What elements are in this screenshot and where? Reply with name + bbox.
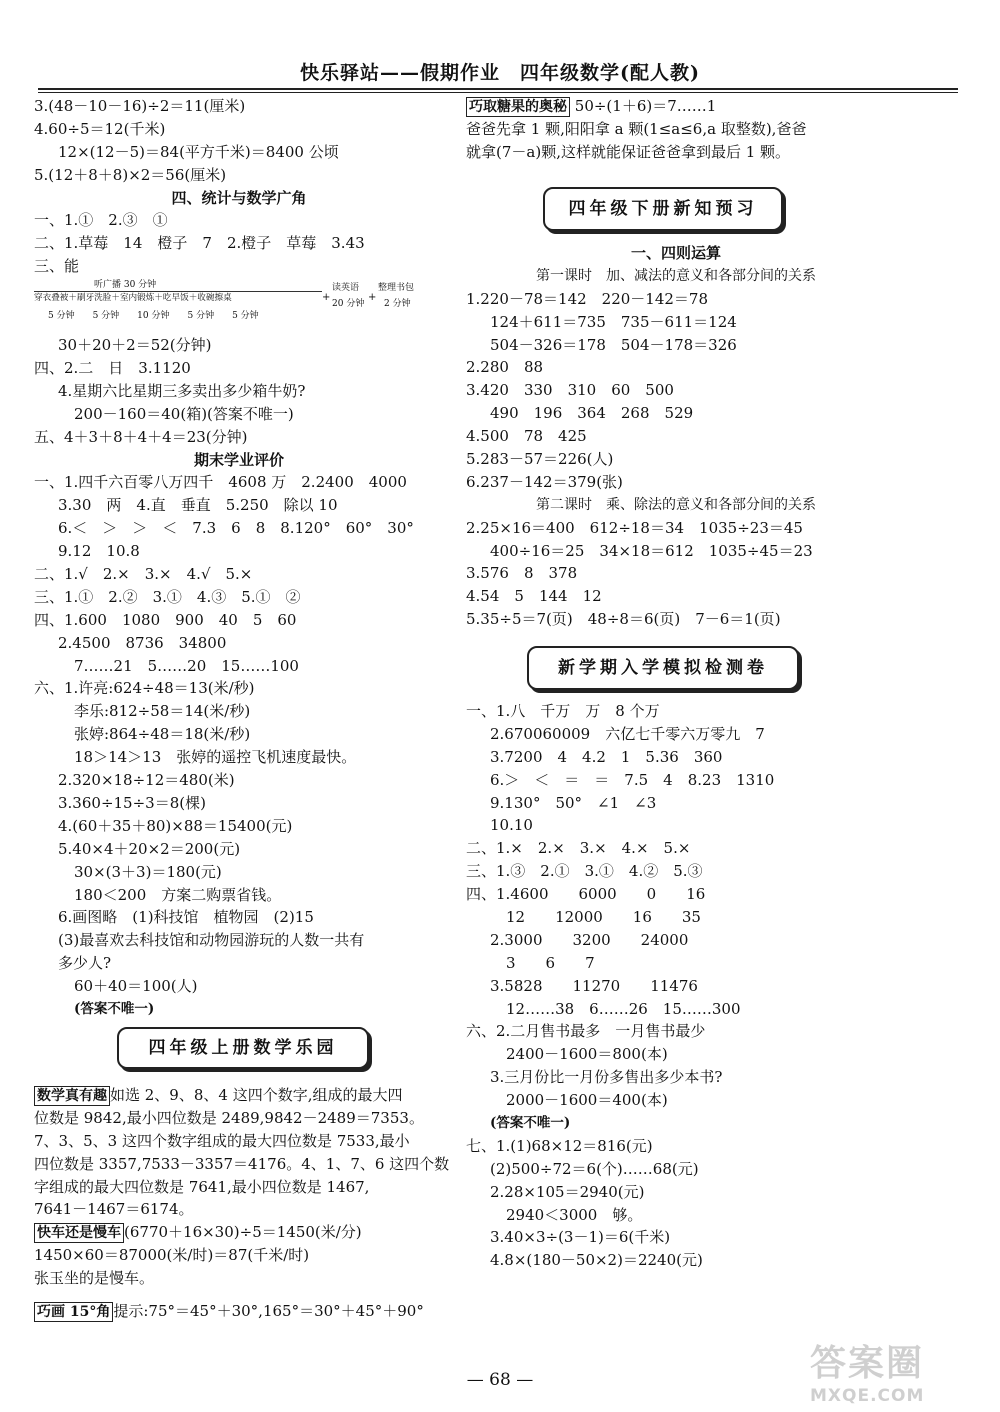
answer-line: 六、2.二月售书最多 一月售书最少: [466, 1022, 706, 1041]
answer-line: 2.28×105＝2940(元): [490, 1182, 645, 1201]
plus-sign: +: [322, 292, 331, 304]
schedule-diagram: [34, 278, 444, 334]
puzzle-tag: 巧画 15°角: [34, 1302, 113, 1322]
answer-line: 3.420 330 310 60 500: [466, 381, 674, 400]
answer-line: 2.25×16＝400 612÷18＝34 1035÷23＝45: [466, 518, 803, 537]
answer-line: 2000－1600＝400(本): [506, 1091, 668, 1110]
answer-line: 2.3000 3200 24000: [490, 930, 689, 949]
answer-line: 四、1.600 1080 900 40 5 60: [34, 610, 297, 629]
answer-line: 2.280 88: [466, 358, 544, 377]
answer-line: 50÷(1＋6)＝7……1: [574, 97, 717, 115]
header-rule: [38, 88, 958, 93]
answer-line: 三、1.① 2.② 3.① 4.③ 5.① ②: [34, 587, 301, 606]
answer-line: 3.30 两 4.直 垂直 5.250 除以 10: [58, 496, 338, 515]
answer-line: 5.283－57＝226(人): [466, 450, 614, 469]
answer-line: 124＋611＝735 735－611＝124: [490, 312, 737, 331]
answer-line: 5.40×4＋20×2＝200(元): [58, 839, 241, 858]
answer-line: 3.三月份比一月份多售出多少本书?: [490, 1068, 723, 1087]
answer-line: 三、能: [34, 257, 80, 276]
answer-line: 12 12000 16 35: [506, 908, 701, 927]
answer-line: 3 6 7: [506, 953, 595, 972]
puzzle-text: 如选 2、9、8、4 这四个数字,组成的最大四: [110, 1086, 403, 1104]
answer-line: 30＋20＋2＝52(分钟): [58, 336, 212, 355]
answer-line: 4.54 5 144 12: [466, 587, 602, 606]
section-banner: 新学期入学模拟检测卷: [527, 646, 799, 690]
answer-line: 二、1.草莓 14 橙子 7 2.橙子 草莓 3.43: [34, 234, 365, 253]
answer-note: (答案不唯一): [490, 1115, 571, 1132]
answer-line: (2)500÷72＝6(个)……68(元): [490, 1159, 699, 1178]
puzzle-text: 张玉坐的是慢车。: [34, 1269, 155, 1288]
answer-line: 爸爸先拿 1 颗,阳阳拿 a 颗(1≤a≤6,a 取整数),爸爸: [466, 119, 807, 138]
puzzle-text: 7641－1467＝6174。: [34, 1200, 194, 1219]
answer-line: 400÷16＝25 34×18＝612 1035÷45＝23: [490, 541, 813, 560]
puzzle-tag: 数学真有趣: [34, 1086, 110, 1106]
answer-line: 504－326＝178 504－178＝326: [490, 335, 737, 354]
puzzle-text: 7、3、5、3 这四个数字组成的最大四位数是 7533,最小: [34, 1131, 410, 1150]
answer-line: 5.(12＋8＋8)×2＝56(厘米): [34, 165, 227, 184]
answer-line: 三、1.③ 2.① 3.① 4.② 5.③: [466, 862, 703, 881]
answer-line: 四、1.4600 6000 0 16: [466, 885, 706, 904]
answer-line: 3.7200 4 4.2 1 5.36 360: [490, 747, 723, 766]
answer-line: 李乐:812÷58＝14(米/秒): [74, 702, 251, 721]
watermark-logo: [810, 1335, 980, 1405]
answer-line: 二、1.√ 2.× 3.× 4.√ 5.×: [34, 565, 253, 584]
answer-line: 3.5828 11270 11476: [490, 976, 698, 995]
watermark-text: 答案圈: [810, 1343, 925, 1384]
answer-line: 张婷:864÷48＝18(米/秒): [74, 725, 251, 744]
puzzle-text: (6770＋16×30)÷5＝1450(米/分): [124, 1223, 362, 1242]
answer-line: 3.40×3÷(3－1)＝6(千米): [490, 1228, 671, 1247]
answer-line: 30×(3＋3)＝180(元): [74, 862, 222, 881]
answer-line: 4.500 78 425: [466, 427, 587, 446]
answer-line: 2.670060009 六亿七千零六万零九 7: [490, 724, 765, 743]
plus-sign: +: [368, 292, 377, 304]
puzzle-text: 位数是 9842,最小四位数是 2489,9842－2489＝7353。: [34, 1108, 424, 1127]
answer-line: 2.320×18÷12＝480(米): [58, 771, 235, 790]
schedule-label: 5 分钟 5 分钟 10 分钟 5 分钟 5 分钟: [48, 311, 259, 322]
section-heading: 期末学业评价: [193, 450, 284, 469]
answer-line: 2940＜3000 够。: [506, 1205, 643, 1224]
answer-line: 9.130° 50° ∠1 ∠3: [490, 793, 657, 812]
puzzle-tag: 巧取糖果的奥秘: [466, 97, 570, 117]
answer-line: 2.4500 8736 34800: [58, 633, 227, 652]
answer-line: 4.星期六比星期三多卖出多少箱牛奶?: [58, 381, 306, 400]
section-heading: 一、四则运算: [630, 244, 721, 262]
puzzle-tag: 快车还是慢车: [34, 1223, 124, 1243]
puzzle-section: [34, 1084, 454, 1323]
answer-line: 3.576 8 378: [466, 564, 578, 583]
answer-line: 12×(12－5)＝84(平方千米)＝8400 公顷: [58, 142, 339, 161]
right-column: [466, 95, 876, 164]
schedule-label: 整理书包: [378, 283, 415, 294]
answer-line: 6.＞ ＜ ＝ ＝ 7.5 4 8.23 1310: [490, 770, 775, 789]
left-column: [34, 95, 444, 1021]
answer-line: 2400－1600＝800(本): [506, 1045, 668, 1064]
lesson-heading: 第一课时 加、减法的意义和各部分间的关系: [536, 267, 816, 284]
answer-line: 4.8×(180－50×2)＝2240(元): [490, 1251, 703, 1270]
answer-line: 二、1.× 2.× 3.× 4.× 5.×: [466, 839, 691, 858]
answer-line: 一、1.八 千万 万 8 个万: [466, 702, 660, 720]
answer-line: 3.360÷15÷3＝8(棵): [58, 793, 206, 812]
answer-line: 6.237－142＝379(张): [466, 472, 623, 491]
page-header-title: 快乐驿站——假期作业 四年级数学(配人教): [300, 62, 700, 84]
answer-line: 490 196 364 268 529: [490, 404, 694, 423]
answer-line: 四、2.二 日 3.1120: [34, 359, 191, 378]
puzzle-text: 字组成的最大四位数是 7641,最小四位数是 1467,: [34, 1177, 370, 1196]
schedule-label: 2 分钟: [384, 299, 411, 310]
answer-line: 4.60÷5＝12(千米): [34, 119, 166, 138]
answer-line: 一、1.① 2.③ ①: [34, 211, 168, 230]
section-heading: 四、统计与数学广角: [171, 188, 307, 207]
answer-line: 18＞14＞13 张婷的遥控飞机速度最快。: [74, 748, 357, 767]
answer-line: 多少人?: [58, 954, 112, 973]
answer-line: 一、1.四千六百零八万四千 4608 万 2.2400 4000: [34, 473, 407, 492]
answer-line: 6.＜ ＞ ＞ ＜ 7.3 6 8 8.120° 60° 30°: [58, 519, 414, 538]
answer-line: 七、1.(1)68×12＝816(元): [466, 1136, 653, 1155]
answer-line: 五、4＋3＋8＋4＋4＝23(分钟): [34, 427, 248, 446]
watermark-text: MXQE.COM: [810, 1386, 925, 1406]
puzzle-text: 提示:75°＝45°＋30°,165°＝30°＋45°＋90°: [113, 1302, 424, 1321]
page-number: — 68 —: [466, 1370, 534, 1390]
answer-line: 180＜200 方案二购票省钱。: [74, 885, 282, 904]
answer-line: 3.(48－10－16)÷2＝11(厘米): [34, 97, 246, 115]
answer-line: 60＋40＝100(人): [74, 977, 198, 996]
answer-line: 六、1.许亮:624÷48＝13(米/秒): [34, 679, 255, 698]
answer-line: 1.220－78＝142 220－142＝78: [466, 289, 709, 308]
answer-line: (3)最喜欢去科技馆和动物园游玩的人数一共有: [58, 931, 365, 950]
answer-line: 6.画图略 (1)科技馆 植物园 (2)15: [58, 908, 314, 927]
section-banner: 四年级上册数学乐园: [117, 1027, 369, 1069]
answer-line: 200－160＝40(箱)(答案不唯一): [74, 404, 294, 423]
answer-line: 9.12 10.8: [58, 542, 140, 561]
schedule-label: 听广播 30 分钟: [94, 280, 157, 291]
answer-line: 4.(60＋35＋80)×88＝15400(元): [58, 816, 293, 835]
section-banner: 四年级下册新知预习: [543, 187, 783, 231]
answer-line: 就拿(7－a)颗,这样就能保证爸爸拿到最后 1 颗。: [466, 142, 791, 161]
answer-note: (答案不唯一): [74, 1000, 155, 1017]
lesson-heading: 第二课时 乘、除法的意义和各部分间的关系: [536, 496, 816, 513]
puzzle-text: 1450×60＝87000(米/时)＝87(千米/时): [34, 1246, 310, 1265]
answer-line: 7……21 5……20 15……100: [74, 656, 299, 675]
schedule-label: 穿衣叠被＋刷牙洗脸＋室内锻炼＋吃早饭＋收碗擦桌: [34, 293, 232, 304]
schedule-label: 读英语: [332, 283, 360, 294]
answer-line: 5.35÷5＝7(页) 48÷8＝6(页) 7－6＝1(页): [466, 610, 781, 629]
answer-line: 10.10: [490, 816, 533, 835]
puzzle-text: 四位数是 3357,7533－3357＝4176。4、1、7、6 这四个数: [34, 1154, 450, 1173]
right-section-test: [466, 700, 886, 1272]
right-section-preview: [466, 242, 886, 631]
schedule-label: 20 分钟: [332, 299, 365, 310]
answer-line: 12……38 6……26 15……300: [506, 999, 741, 1018]
